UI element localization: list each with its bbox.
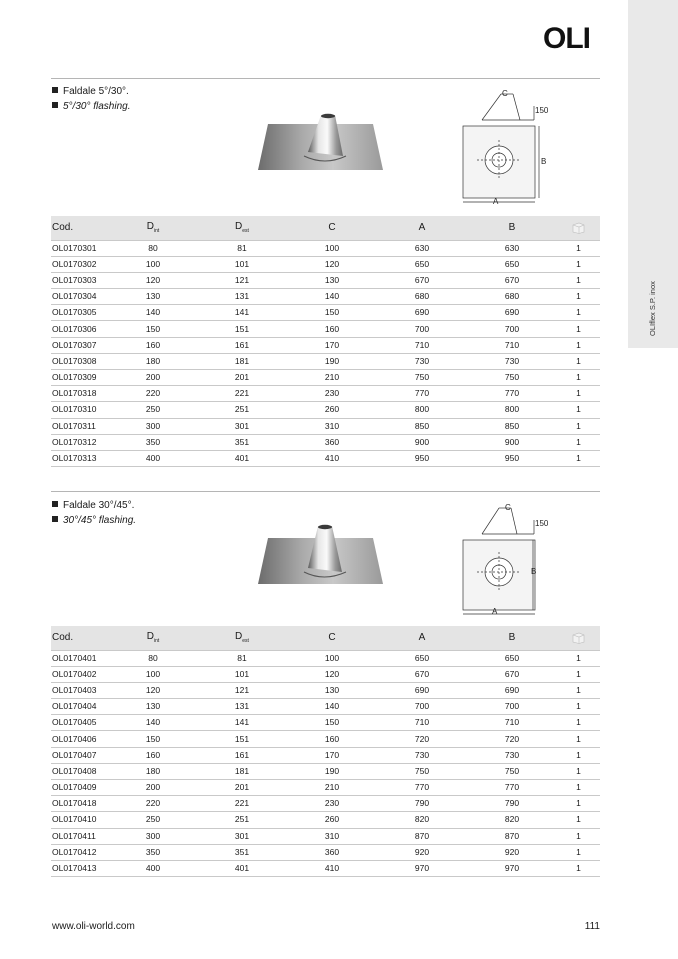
dest-cell: 351 bbox=[234, 846, 250, 857]
dim-label-a: A bbox=[493, 197, 499, 206]
a-cell: 750 bbox=[414, 372, 430, 383]
side-tab bbox=[628, 0, 678, 348]
dint-cell: 250 bbox=[145, 404, 161, 415]
table-row bbox=[51, 699, 600, 715]
table-row bbox=[51, 747, 600, 763]
a-cell: 710 bbox=[414, 339, 430, 350]
a-cell: 920 bbox=[414, 846, 430, 857]
a-cell: 770 bbox=[414, 388, 430, 399]
c-cell: 120 bbox=[324, 668, 340, 679]
header-c: C bbox=[328, 222, 336, 234]
a-cell: 790 bbox=[414, 798, 430, 809]
dest-cell: 401 bbox=[234, 453, 250, 464]
c-cell: 410 bbox=[324, 863, 340, 874]
table-header-row bbox=[51, 626, 600, 650]
a-cell: 680 bbox=[414, 291, 430, 302]
code-cell: OL0170310 bbox=[52, 404, 97, 415]
package-box-icon bbox=[572, 632, 585, 644]
header-c: C bbox=[328, 632, 336, 644]
qty-cell: 1 bbox=[576, 798, 581, 809]
dint-cell: 140 bbox=[145, 717, 161, 728]
package-box-icon bbox=[572, 222, 585, 234]
c-cell: 170 bbox=[324, 339, 340, 350]
b-cell: 670 bbox=[504, 668, 520, 679]
b-cell: 710 bbox=[504, 717, 520, 728]
section2-spec-table bbox=[51, 626, 600, 877]
qty-cell: 1 bbox=[576, 749, 581, 760]
c-cell: 170 bbox=[324, 749, 340, 760]
code-cell: OL0170418 bbox=[52, 798, 97, 809]
code-cell: OL0170311 bbox=[52, 420, 96, 431]
flashing-5-30-technical-drawing bbox=[455, 84, 555, 208]
a-cell: 800 bbox=[414, 404, 430, 415]
table-row bbox=[51, 305, 600, 321]
b-cell: 700 bbox=[504, 323, 520, 334]
c-cell: 230 bbox=[324, 388, 340, 399]
dest-cell: 151 bbox=[234, 733, 250, 744]
code-cell: OL0170412 bbox=[52, 846, 97, 857]
dest-cell: 121 bbox=[234, 274, 250, 285]
table-row bbox=[51, 256, 600, 272]
side-label: OLIflex S.P. inox bbox=[648, 281, 657, 336]
qty-cell: 1 bbox=[576, 307, 581, 318]
qty-cell: 1 bbox=[576, 388, 581, 399]
a-cell: 950 bbox=[414, 453, 430, 464]
a-cell: 970 bbox=[414, 863, 430, 874]
b-cell: 870 bbox=[504, 830, 520, 841]
b-cell: 690 bbox=[504, 684, 520, 695]
qty-cell: 1 bbox=[576, 453, 581, 464]
qty-cell: 1 bbox=[576, 339, 581, 350]
b-cell: 680 bbox=[504, 291, 520, 302]
dint-cell: 350 bbox=[145, 436, 161, 447]
dest-cell: 251 bbox=[234, 404, 250, 415]
dest-cell: 101 bbox=[234, 668, 250, 679]
dint-cell: 120 bbox=[145, 684, 161, 695]
dest-cell: 301 bbox=[234, 830, 250, 841]
flashing-5-30-product-image bbox=[258, 112, 390, 174]
qty-cell: 1 bbox=[576, 830, 581, 841]
table-row bbox=[51, 860, 600, 876]
qty-cell: 1 bbox=[576, 863, 581, 874]
c-cell: 160 bbox=[324, 733, 340, 744]
dest-cell: 151 bbox=[234, 323, 250, 334]
a-cell: 710 bbox=[414, 717, 430, 728]
c-cell: 150 bbox=[324, 717, 340, 728]
dint-cell: 130 bbox=[145, 291, 161, 302]
code-cell: OL0170306 bbox=[52, 323, 97, 334]
qty-cell: 1 bbox=[576, 701, 581, 712]
qty-cell: 1 bbox=[576, 258, 581, 269]
code-cell: OL0170413 bbox=[52, 863, 97, 874]
code-cell: OL0170402 bbox=[52, 668, 97, 679]
table-row bbox=[51, 418, 600, 434]
qty-cell: 1 bbox=[576, 372, 581, 383]
section2-title-en: 30°/45° flashing. bbox=[52, 515, 136, 527]
table-row bbox=[51, 844, 600, 860]
dint-cell: 400 bbox=[145, 453, 161, 464]
c-cell: 150 bbox=[324, 307, 340, 318]
dest-cell: 141 bbox=[234, 307, 250, 318]
dest-cell: 161 bbox=[234, 749, 250, 760]
dim-label-150: 150 bbox=[535, 519, 549, 528]
b-cell: 700 bbox=[504, 701, 520, 712]
b-cell: 650 bbox=[504, 652, 520, 663]
a-cell: 690 bbox=[414, 684, 430, 695]
dest-cell: 221 bbox=[234, 798, 250, 809]
c-cell: 130 bbox=[324, 684, 340, 695]
dest-cell: 81 bbox=[237, 242, 247, 253]
table-row bbox=[51, 812, 600, 828]
dint-cell: 150 bbox=[145, 733, 161, 744]
c-cell: 190 bbox=[324, 355, 340, 366]
code-cell: OL0170409 bbox=[52, 782, 97, 793]
a-cell: 720 bbox=[414, 733, 430, 744]
a-cell: 820 bbox=[414, 814, 430, 825]
qty-cell: 1 bbox=[576, 717, 581, 728]
dest-cell: 181 bbox=[234, 355, 250, 366]
code-cell: OL0170318 bbox=[52, 388, 97, 399]
header-dest: $D_{est}$ bbox=[235, 631, 249, 645]
qty-cell: 1 bbox=[576, 846, 581, 857]
header-b: B bbox=[508, 632, 516, 644]
dest-cell: 101 bbox=[234, 258, 250, 269]
b-cell: 920 bbox=[504, 846, 520, 857]
dest-cell: 81 bbox=[237, 652, 247, 663]
section1-table-body bbox=[51, 240, 600, 467]
dint-cell: 150 bbox=[145, 323, 161, 334]
divider-top bbox=[51, 78, 600, 79]
b-cell: 750 bbox=[504, 765, 520, 776]
c-cell: 100 bbox=[324, 242, 340, 253]
qty-cell: 1 bbox=[576, 782, 581, 793]
dest-cell: 201 bbox=[234, 782, 250, 793]
table-row bbox=[51, 763, 600, 779]
bullet-square-icon bbox=[52, 102, 58, 108]
c-cell: 310 bbox=[324, 420, 340, 431]
b-cell: 720 bbox=[504, 733, 520, 744]
section1-spec-table bbox=[51, 216, 600, 467]
table-row bbox=[51, 450, 600, 466]
c-cell: 360 bbox=[324, 846, 340, 857]
table-row bbox=[51, 666, 600, 682]
footer-website-link[interactable]: www.oli-world.com bbox=[52, 921, 135, 932]
b-cell: 850 bbox=[504, 420, 520, 431]
c-cell: 100 bbox=[324, 652, 340, 663]
header-package bbox=[557, 626, 600, 650]
c-cell: 160 bbox=[324, 323, 340, 334]
dest-cell: 351 bbox=[234, 436, 250, 447]
code-cell: OL0170309 bbox=[52, 372, 97, 383]
table-row bbox=[51, 780, 600, 796]
dint-cell: 200 bbox=[145, 782, 161, 793]
header-cod: Cod. bbox=[52, 222, 74, 234]
dint-cell: 120 bbox=[145, 274, 161, 285]
dest-cell: 161 bbox=[234, 339, 250, 350]
code-cell: OL0170408 bbox=[52, 765, 97, 776]
divider-middle bbox=[51, 491, 600, 492]
dim-label-c: C bbox=[502, 89, 508, 98]
dest-cell: 251 bbox=[234, 814, 250, 825]
dest-cell: 121 bbox=[234, 684, 250, 695]
qty-cell: 1 bbox=[576, 436, 581, 447]
section2-table-body bbox=[51, 650, 600, 877]
qty-cell: 1 bbox=[576, 652, 581, 663]
b-cell: 670 bbox=[504, 274, 520, 285]
b-cell: 800 bbox=[504, 404, 520, 415]
dint-cell: 300 bbox=[145, 830, 161, 841]
code-cell: OL0170302 bbox=[52, 258, 97, 269]
b-cell: 970 bbox=[504, 863, 520, 874]
dest-cell: 201 bbox=[234, 372, 250, 383]
section2-title-it: Faldale 30°/45°. bbox=[52, 500, 134, 512]
header-a: A bbox=[418, 222, 426, 234]
table-row bbox=[51, 321, 600, 337]
table-row bbox=[51, 828, 600, 844]
flashing-30-45-product-image bbox=[258, 524, 390, 588]
code-cell: OL0170305 bbox=[52, 307, 97, 318]
code-cell: OL0170307 bbox=[52, 339, 97, 350]
oli-logo: OLI bbox=[543, 22, 590, 55]
table-row bbox=[51, 272, 600, 288]
a-cell: 670 bbox=[414, 668, 430, 679]
dint-cell: 140 bbox=[145, 307, 161, 318]
c-cell: 260 bbox=[324, 814, 340, 825]
c-cell: 140 bbox=[324, 701, 340, 712]
c-cell: 310 bbox=[324, 830, 340, 841]
dest-cell: 401 bbox=[234, 863, 250, 874]
table-row bbox=[51, 434, 600, 450]
header-b: B bbox=[508, 222, 516, 234]
code-cell: OL0170406 bbox=[52, 733, 97, 744]
dint-cell: 200 bbox=[145, 372, 161, 383]
dint-cell: 220 bbox=[145, 388, 161, 399]
a-cell: 700 bbox=[414, 323, 430, 334]
dim-label-b: B bbox=[541, 157, 547, 166]
table-row bbox=[51, 337, 600, 353]
code-cell: OL0170410 bbox=[52, 814, 97, 825]
c-cell: 210 bbox=[324, 782, 340, 793]
dint-cell: 220 bbox=[145, 798, 161, 809]
table-row bbox=[51, 353, 600, 369]
a-cell: 730 bbox=[414, 749, 430, 760]
b-cell: 950 bbox=[504, 453, 520, 464]
dint-cell: 180 bbox=[145, 355, 161, 366]
qty-cell: 1 bbox=[576, 274, 581, 285]
code-cell: OL0170303 bbox=[52, 274, 97, 285]
table-row bbox=[51, 386, 600, 402]
qty-cell: 1 bbox=[576, 765, 581, 776]
table-header-row bbox=[51, 216, 600, 240]
bullet-square-icon bbox=[52, 87, 58, 93]
table-row bbox=[51, 731, 600, 747]
table-row bbox=[51, 682, 600, 698]
header-package bbox=[557, 216, 600, 240]
dint-cell: 130 bbox=[145, 701, 161, 712]
qty-cell: 1 bbox=[576, 355, 581, 366]
dint-cell: 80 bbox=[148, 652, 158, 663]
dint-cell: 180 bbox=[145, 765, 161, 776]
qty-cell: 1 bbox=[576, 668, 581, 679]
a-cell: 900 bbox=[414, 436, 430, 447]
code-cell: OL0170404 bbox=[52, 701, 97, 712]
b-cell: 650 bbox=[504, 258, 520, 269]
dint-cell: 250 bbox=[145, 814, 161, 825]
a-cell: 870 bbox=[414, 830, 430, 841]
dint-cell: 80 bbox=[148, 242, 158, 253]
table-row bbox=[51, 715, 600, 731]
qty-cell: 1 bbox=[576, 684, 581, 695]
dest-cell: 131 bbox=[234, 701, 250, 712]
dest-cell: 301 bbox=[234, 420, 250, 431]
section1-title-it: Faldale 5°/30°. bbox=[52, 86, 129, 98]
c-cell: 360 bbox=[324, 436, 340, 447]
dest-cell: 221 bbox=[234, 388, 250, 399]
b-cell: 750 bbox=[504, 372, 520, 383]
qty-cell: 1 bbox=[576, 420, 581, 431]
header-a: A bbox=[418, 632, 426, 644]
dim-label-150: 150 bbox=[535, 106, 549, 115]
code-cell: OL0170313 bbox=[52, 453, 97, 464]
b-cell: 630 bbox=[504, 242, 520, 253]
code-cell: OL0170308 bbox=[52, 355, 97, 366]
a-cell: 690 bbox=[414, 307, 430, 318]
b-cell: 790 bbox=[504, 798, 520, 809]
table-row bbox=[51, 289, 600, 305]
a-cell: 650 bbox=[414, 652, 430, 663]
dest-cell: 181 bbox=[234, 765, 250, 776]
bullet-square-icon bbox=[52, 516, 58, 522]
dint-cell: 160 bbox=[145, 749, 161, 760]
a-cell: 650 bbox=[414, 258, 430, 269]
table-row bbox=[51, 796, 600, 812]
a-cell: 700 bbox=[414, 701, 430, 712]
qty-cell: 1 bbox=[576, 814, 581, 825]
b-cell: 900 bbox=[504, 436, 520, 447]
c-cell: 130 bbox=[324, 274, 340, 285]
b-cell: 730 bbox=[504, 749, 520, 760]
code-cell: OL0170407 bbox=[52, 749, 97, 760]
flashing-30-45-technical-drawing bbox=[455, 498, 555, 622]
a-cell: 850 bbox=[414, 420, 430, 431]
b-cell: 770 bbox=[504, 782, 520, 793]
a-cell: 770 bbox=[414, 782, 430, 793]
code-cell: OL0170405 bbox=[52, 717, 97, 728]
header-dint: $D_{int}$ bbox=[146, 631, 160, 645]
dim-label-c: C bbox=[505, 503, 511, 512]
a-cell: 670 bbox=[414, 274, 430, 285]
a-cell: 730 bbox=[414, 355, 430, 366]
b-cell: 820 bbox=[504, 814, 520, 825]
table-row bbox=[51, 370, 600, 386]
table-row bbox=[51, 650, 600, 666]
a-cell: 630 bbox=[414, 242, 430, 253]
c-cell: 140 bbox=[324, 291, 340, 302]
code-cell: OL0170401 bbox=[52, 652, 97, 663]
dint-cell: 100 bbox=[145, 258, 161, 269]
c-cell: 210 bbox=[324, 372, 340, 383]
b-cell: 690 bbox=[504, 307, 520, 318]
header-dint: $D_{int}$ bbox=[146, 221, 160, 235]
dest-cell: 131 bbox=[234, 291, 250, 302]
dim-label-a: A bbox=[492, 607, 498, 616]
a-cell: 750 bbox=[414, 765, 430, 776]
qty-cell: 1 bbox=[576, 323, 581, 334]
code-cell: OL0170403 bbox=[52, 684, 97, 695]
dest-cell: 141 bbox=[234, 717, 250, 728]
b-cell: 710 bbox=[504, 339, 520, 350]
code-cell: OL0170312 bbox=[52, 436, 97, 447]
header-dest: $D_{est}$ bbox=[235, 221, 249, 235]
c-cell: 120 bbox=[324, 258, 340, 269]
code-cell: OL0170304 bbox=[52, 291, 97, 302]
code-cell: OL0170411 bbox=[52, 830, 96, 841]
qty-cell: 1 bbox=[576, 733, 581, 744]
dint-cell: 400 bbox=[145, 863, 161, 874]
bullet-square-icon bbox=[52, 501, 58, 507]
dint-cell: 350 bbox=[145, 846, 161, 857]
dint-cell: 300 bbox=[145, 420, 161, 431]
c-cell: 190 bbox=[324, 765, 340, 776]
dint-cell: 100 bbox=[145, 668, 161, 679]
page-number: 111 bbox=[584, 921, 600, 932]
table-row bbox=[51, 240, 600, 256]
code-cell: OL0170301 bbox=[52, 242, 97, 253]
section1-title-en: 5°/30° flashing. bbox=[52, 101, 131, 113]
qty-cell: 1 bbox=[576, 291, 581, 302]
b-cell: 730 bbox=[504, 355, 520, 366]
b-cell: 770 bbox=[504, 388, 520, 399]
header-cod: Cod. bbox=[52, 632, 74, 644]
table-row bbox=[51, 402, 600, 418]
c-cell: 410 bbox=[324, 453, 340, 464]
qty-cell: 1 bbox=[576, 404, 581, 415]
dim-label-b: B bbox=[531, 567, 537, 576]
qty-cell: 1 bbox=[576, 242, 581, 253]
c-cell: 230 bbox=[324, 798, 340, 809]
c-cell: 260 bbox=[324, 404, 340, 415]
dint-cell: 160 bbox=[145, 339, 161, 350]
